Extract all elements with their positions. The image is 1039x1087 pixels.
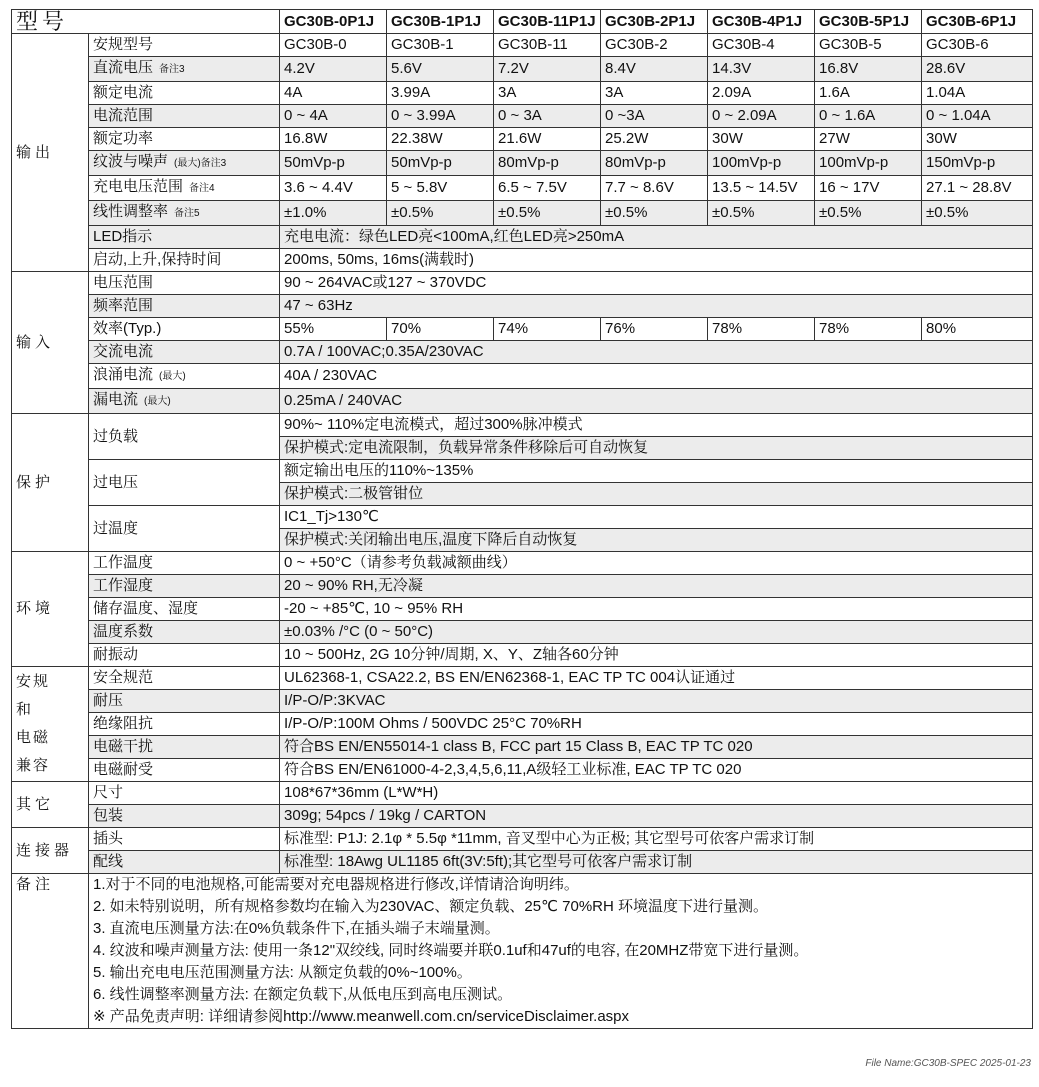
value-cell: 8.4V	[601, 57, 708, 82]
value-cell: 16 ~ 17V	[815, 176, 922, 201]
value-cell: 90 ~ 264VAC或127 ~ 370VDC	[280, 272, 1033, 295]
table-row	[12, 874, 1033, 1029]
group-label-line: 安规	[16, 673, 51, 690]
note-line: 1.对于不同的电池规格,可能需要对充电器规格进行修改,详情请洽询明纬。	[93, 876, 579, 893]
value-cell: GC30B-6	[922, 34, 1033, 57]
row-label	[89, 201, 280, 226]
row-label	[89, 128, 280, 151]
row-label-text: 电压范围	[93, 274, 154, 291]
note-line: 6. 线性调整率测量方法: 在额定负载下,从低电压到高电压测试。	[93, 986, 513, 1003]
row-label	[89, 460, 280, 506]
table-row	[12, 506, 1033, 529]
table-row	[12, 713, 1033, 736]
table-row	[12, 552, 1033, 575]
group-connector: 连接器	[12, 828, 89, 874]
row-label-text: 交流电流	[93, 343, 154, 360]
value-cell: 0.7A / 100VAC;0.35A/230VAC	[280, 341, 1033, 364]
value-cell: ±0.5%	[387, 201, 494, 226]
row-note: 备注5	[174, 208, 200, 219]
value-cell: 1.04A	[922, 82, 1033, 105]
row-label	[89, 414, 280, 460]
value-cell: 108*67*36mm (L*W*H)	[280, 782, 1033, 805]
model-header: GC30B-0P1J	[280, 10, 387, 34]
table-row	[12, 128, 1033, 151]
row-note: (最大)备注3	[174, 158, 227, 169]
row-note: 备注3	[159, 64, 185, 75]
table-row	[12, 644, 1033, 667]
row-label	[89, 34, 280, 57]
value-cell: 0 ~ 1.04A	[922, 105, 1033, 128]
table-row	[12, 295, 1033, 318]
value-cell: 50mVp-p	[387, 151, 494, 176]
table-row	[12, 667, 1033, 690]
value-cell: 25.2W	[601, 128, 708, 151]
value-cell: 47 ~ 63Hz	[280, 295, 1033, 318]
table-row	[12, 10, 1033, 34]
value-cell: ±0.5%	[815, 201, 922, 226]
value-cell: 标准型: P1J: 2.1φ * 5.5φ *11mm, 音叉型中心为正极; 其它型号可依客户需求订制	[280, 828, 1033, 851]
table-row	[12, 82, 1033, 105]
value-cell: 符合BS EN/EN55014-1 class B, FCC part 15 Class B, EAC TP TC 020	[280, 736, 1033, 759]
note-line: 5. 输出充电电压范围测量方法: 从额定负载的0%~100%。	[93, 964, 472, 981]
row-label-text: 额定电流	[93, 84, 154, 101]
table-row	[12, 364, 1033, 389]
value-cell: 27.1 ~ 28.8V	[922, 176, 1033, 201]
row-label-text: 尺寸	[93, 784, 124, 801]
row-label	[89, 82, 280, 105]
row-label	[89, 736, 280, 759]
row-label-text: 过负载	[93, 427, 139, 445]
table-row	[12, 176, 1033, 201]
row-label-text: 启动,上升,保持时间	[93, 251, 222, 268]
model-header: GC30B-5P1J	[815, 10, 922, 34]
value-cell: 80mVp-p	[601, 151, 708, 176]
row-label	[89, 621, 280, 644]
note-line: 4. 纹波和噪声测量方法: 使用一条12"双绞线, 同时终端要并联0.1uf和47uf的电容, 在20MHZ带宽下进行量测。	[93, 942, 809, 959]
value-cell: 符合BS EN/EN61000-4-2,3,4,5,6,11,A级轻工业标准, EAC TP TC 020	[280, 759, 1033, 782]
value-cell: 100mVp-p	[815, 151, 922, 176]
row-label-text: 过温度	[93, 519, 139, 537]
table-row	[12, 34, 1033, 57]
value-cell: 80%	[922, 318, 1033, 341]
row-label	[89, 318, 280, 341]
row-label-text: 电磁干扰	[93, 738, 154, 755]
value-cell: 0 ~ 3.99A	[387, 105, 494, 128]
spec-table	[11, 9, 1033, 1029]
row-label	[89, 364, 280, 389]
row-label-text: 插头	[93, 830, 124, 847]
group-other: 其它	[12, 782, 89, 828]
row-label-text: 过电压	[93, 473, 139, 491]
row-label	[89, 644, 280, 667]
row-label	[89, 57, 280, 82]
value-cell: 100mVp-p	[708, 151, 815, 176]
value-cell: IC1_Tj>130℃	[280, 506, 1033, 529]
row-label	[89, 506, 280, 552]
table-row	[12, 201, 1033, 226]
row-label-text: 充电电压范围	[93, 178, 184, 195]
row-label	[89, 105, 280, 128]
model-header: GC30B-11P1J	[494, 10, 601, 34]
table-row	[12, 272, 1033, 295]
value-cell: GC30B-5	[815, 34, 922, 57]
value-cell: 充电电流：绿色LED亮<100mA,红色LED亮>250mA	[280, 226, 1033, 249]
group-label-line: 兼容	[16, 757, 51, 774]
value-cell: 30W	[922, 128, 1033, 151]
note-line: ※ 产品免责声明: 详细请参阅http://www.meanwell.com.cn/serviceDisclaimer.aspx	[93, 1008, 630, 1025]
value-cell: 0.25mA / 240VAC	[280, 389, 1033, 414]
value-cell: 40A / 230VAC	[280, 364, 1033, 389]
table-row	[12, 389, 1033, 414]
value-cell: ±0.5%	[494, 201, 601, 226]
value-cell: 保护模式:二极管钳位	[280, 483, 1033, 506]
model-header: GC30B-2P1J	[601, 10, 708, 34]
value-cell: I/P-O/P:3KVAC	[280, 690, 1033, 713]
value-cell: 0 ~ 2.09A	[708, 105, 815, 128]
value-cell: 78%	[815, 318, 922, 341]
value-cell: GC30B-0	[280, 34, 387, 57]
table-row	[12, 249, 1033, 272]
value-cell: 20 ~ 90% RH,无冷凝	[280, 575, 1033, 598]
row-label-text: 包装	[93, 807, 124, 824]
table-row	[12, 805, 1033, 828]
value-cell: 3.6 ~ 4.4V	[280, 176, 387, 201]
row-label	[89, 782, 280, 805]
value-cell: 80mVp-p	[494, 151, 601, 176]
row-label	[89, 151, 280, 176]
table-row	[12, 759, 1033, 782]
value-cell: 额定输出电压的110%~135%	[280, 460, 1033, 483]
value-cell: 22.38W	[387, 128, 494, 151]
row-label-text: 效率(Typ.)	[93, 320, 162, 337]
value-cell: I/P-O/P:100M Ohms / 500VDC 25°C 70%RH	[280, 713, 1033, 736]
model-header: GC30B-4P1J	[708, 10, 815, 34]
value-cell: 28.6V	[922, 57, 1033, 82]
table-row	[12, 57, 1033, 82]
row-label	[89, 176, 280, 201]
row-label-text: 耐振动	[93, 646, 139, 663]
value-cell: 保护模式:定电流限制，负载异常条件移除后可自动恢复	[280, 437, 1033, 460]
value-cell: GC30B-4	[708, 34, 815, 57]
row-label	[89, 249, 280, 272]
group-protection: 保护	[12, 414, 89, 552]
model-header: GC30B-1P1J	[387, 10, 494, 34]
value-cell: 保护模式:关闭输出电压,温度下降后自动恢复	[280, 529, 1033, 552]
value-cell: 27W	[815, 128, 922, 151]
value-cell: UL62368-1, CSA22.2, BS EN/EN62368-1, EAC TP TC 004认证通过	[280, 667, 1033, 690]
row-label-text: 工作湿度	[93, 577, 154, 594]
row-label-text: 安规型号	[93, 36, 154, 53]
group-environment: 环境	[12, 552, 89, 667]
row-label	[89, 851, 280, 874]
value-cell: 4.2V	[280, 57, 387, 82]
row-label	[89, 575, 280, 598]
row-label-text: LED指示	[93, 228, 153, 245]
row-label-text: 线性调整率	[93, 203, 169, 220]
row-label-text: 浪涌电流	[93, 366, 154, 383]
value-cell: 0 ~ 4A	[280, 105, 387, 128]
group-input: 输入	[12, 272, 89, 414]
value-cell: 90%~ 110%定电流模式，超过300%脉冲模式	[280, 414, 1033, 437]
value-cell: 6.5 ~ 7.5V	[494, 176, 601, 201]
value-cell: 30W	[708, 128, 815, 151]
value-cell: GC30B-1	[387, 34, 494, 57]
model-header: GC30B-6P1J	[922, 10, 1033, 34]
table-row	[12, 341, 1033, 364]
row-label-text: 配线	[93, 853, 124, 870]
value-cell: 200ms, 50ms, 16ms(满载时)	[280, 249, 1033, 272]
table-row	[12, 598, 1033, 621]
group-notes: 备注	[12, 874, 89, 1029]
value-cell: ±0.03% /°C (0 ~ 50°C)	[280, 621, 1033, 644]
value-cell: 3.99A	[387, 82, 494, 105]
value-cell: 70%	[387, 318, 494, 341]
row-label-text: 直流电压	[93, 59, 154, 76]
value-cell: 150mVp-p	[922, 151, 1033, 176]
group-output: 输出	[12, 34, 89, 272]
value-cell: 78%	[708, 318, 815, 341]
value-cell: 14.3V	[708, 57, 815, 82]
row-label-text: 安全规范	[93, 669, 154, 686]
row-label	[89, 272, 280, 295]
value-cell: 标准型: 18Awg UL1185 6ft(3V:5ft);其它型号可依客户需求订制	[280, 851, 1033, 874]
note-line: 3. 直流电压测量方法:在0%负载条件下,在插头端子末端量测。	[93, 920, 500, 937]
value-cell: 5.6V	[387, 57, 494, 82]
value-cell: ±1.0%	[280, 201, 387, 226]
row-label-text: 电流范围	[93, 107, 154, 124]
value-cell: ±0.5%	[922, 201, 1033, 226]
table-row	[12, 782, 1033, 805]
value-cell: 16.8V	[815, 57, 922, 82]
table-row	[12, 105, 1033, 128]
row-label	[89, 690, 280, 713]
value-cell: 1.6A	[815, 82, 922, 105]
value-cell: 74%	[494, 318, 601, 341]
table-row	[12, 414, 1033, 437]
note-line: 2. 如未特别说明，所有规格参数均在输入为230VAC、额定负载、25℃ 70%RH 环境温度下进行量测。	[93, 898, 768, 915]
table-row	[12, 690, 1033, 713]
table-row	[12, 318, 1033, 341]
value-cell: -20 ~ +85℃, 10 ~ 95% RH	[280, 598, 1033, 621]
row-label-text: 工作温度	[93, 554, 154, 571]
row-label	[89, 295, 280, 318]
table-row	[12, 828, 1033, 851]
row-label-text: 储存温度、湿度	[93, 600, 199, 617]
value-cell: 7.2V	[494, 57, 601, 82]
row-note: 备注4	[189, 183, 215, 194]
row-label-text: 耐压	[93, 692, 124, 709]
value-cell: 2.09A	[708, 82, 815, 105]
value-cell: 21.6W	[494, 128, 601, 151]
row-label-text: 频率范围	[93, 297, 154, 314]
group-label-line: 和	[16, 701, 34, 718]
header-label: 型号	[12, 10, 280, 34]
value-cell: 10 ~ 500Hz, 2G 10分钟/周期, X、Y、Z轴各60分钟	[280, 644, 1033, 667]
value-cell: 3A	[494, 82, 601, 105]
row-note: (最大)	[159, 371, 186, 382]
value-cell: 13.5 ~ 14.5V	[708, 176, 815, 201]
row-label-text: 额定功率	[93, 130, 154, 147]
row-label	[89, 828, 280, 851]
notes-cell	[89, 874, 1033, 1029]
value-cell: 7.7 ~ 8.6V	[601, 176, 708, 201]
value-cell: GC30B-11	[494, 34, 601, 57]
table-row	[12, 851, 1033, 874]
value-cell: GC30B-2	[601, 34, 708, 57]
value-cell: 55%	[280, 318, 387, 341]
table-row	[12, 226, 1033, 249]
group-safety	[12, 667, 89, 782]
value-cell: 16.8W	[280, 128, 387, 151]
value-cell: 309g; 54pcs / 19kg / CARTON	[280, 805, 1033, 828]
row-label-text: 纹波与噪声	[93, 153, 169, 170]
row-label-text: 绝缘阻抗	[93, 715, 154, 732]
table-row	[12, 575, 1033, 598]
value-cell: 4A	[280, 82, 387, 105]
value-cell: 3A	[601, 82, 708, 105]
row-label-text: 温度系数	[93, 623, 154, 640]
value-cell: 76%	[601, 318, 708, 341]
group-label-line: 电磁	[16, 729, 51, 746]
value-cell: 5 ~ 5.8V	[387, 176, 494, 201]
row-label	[89, 667, 280, 690]
row-label	[89, 389, 280, 414]
value-cell: 0 ~3A	[601, 105, 708, 128]
footer-file-name: File Name:GC30B-SPEC 2025-01-23	[865, 1058, 1031, 1069]
row-label	[89, 226, 280, 249]
row-label	[89, 552, 280, 575]
value-cell: ±0.5%	[708, 201, 815, 226]
table-row	[12, 621, 1033, 644]
table-row	[12, 460, 1033, 483]
row-label	[89, 759, 280, 782]
table-row	[12, 151, 1033, 176]
row-label	[89, 805, 280, 828]
row-label-text: 电磁耐受	[93, 761, 154, 778]
row-label	[89, 598, 280, 621]
value-cell: 0 ~ +50°C（请参考负载减额曲线）	[280, 552, 1033, 575]
row-label	[89, 341, 280, 364]
row-label-text: 漏电流	[93, 391, 139, 408]
row-note: (最大)	[144, 396, 171, 407]
value-cell: 0 ~ 3A	[494, 105, 601, 128]
row-label	[89, 713, 280, 736]
value-cell: 0 ~ 1.6A	[815, 105, 922, 128]
table-row	[12, 736, 1033, 759]
value-cell: 50mVp-p	[280, 151, 387, 176]
value-cell: ±0.5%	[601, 201, 708, 226]
